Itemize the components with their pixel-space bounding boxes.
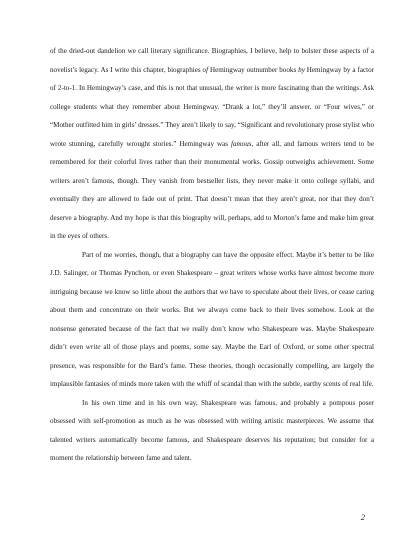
paragraph-text: of the dried-out dandelion we call literary significance. Biographies, I believe, help to bolster these aspects of a novelist’s legacy. As I write this chapter, biographies bbox=[50, 47, 374, 74]
italic-text: famous bbox=[231, 139, 252, 148]
italic-text: write bbox=[85, 343, 101, 351]
paragraph-text: Hemingway outnumber books bbox=[208, 65, 299, 74]
paragraph-text: In his own time and in his own way, Shakespeare was famous, and probably a pompous poser obsessed with self-promotion as much as he was obsessed with writing artistic masterpieces. We assume that talented writers automatically become famous, and Shakespeare deserves his reputation; but consider for a moment the relationship between fame and talent. bbox=[50, 398, 374, 462]
page-number: 2 bbox=[360, 512, 365, 522]
paragraph-text: Hemingway by a factor of 2-to-1. In Hemingway’s case, and this is not that unusual, the writer is more fascinating than the writings. Ask college students what they remember about Hemingway. “Drank a lot,” they’ll answer, or “Four wives,” or “Mother outfitted him in girls’ dresses.” They aren’t likely to say, “Significant and revolutionary prose stylist who wrote stunning, carefully wrought stories.” Hemingway was bbox=[50, 65, 374, 148]
paragraph-2 bbox=[50, 246, 374, 394]
document-page bbox=[50, 42, 374, 468]
italic-text: by bbox=[298, 65, 305, 74]
paragraph-text: , after all, and famous writers tend to be remembered for their colorful lives rather than their monumental works. Gossip outweighs achievement. Some writers aren’t famous, though. They vanish from bestseller lists, they never make it onto college syllabi, and eventually they are allowed to fade out of print. That doesn’t mean that they aren’t great, nor that they don’t deserve a biography. And my hope is that this biography will, perhaps, add to Morton’s fame and make him great in the eyes of others. bbox=[50, 139, 374, 240]
italic-text: of bbox=[202, 65, 209, 74]
paragraph-3 bbox=[50, 394, 374, 468]
paragraph-1 bbox=[50, 42, 374, 246]
paragraph-text: all of those plays and poems, some say. Maybe the Earl of Oxford, or some other spectral presence, was responsible for the Bard’s fame. These theories, though occasionally compelling, are largely the implausible fantasies of minds more taken with the whiff of scandal than with the subtle, earthy scents of real life. bbox=[50, 343, 374, 388]
paragraph-text: Part of me worries, though, that a biography can have the opposite effect. Maybe it’s better to be like J.D. Salinger, or Thomas Pynchon, or even Shakespeare – great writers whose works have almost become more intriguing because we know so little about the authors that we have to speculate about their lives, or cease caring about them and concentrate on their works. But we always come back to their lives somehow. Look at the nonsense generated because of the fact that we really don’t know who Shakespeare was. Maybe Shakespeare didn’t even bbox=[50, 250, 374, 351]
